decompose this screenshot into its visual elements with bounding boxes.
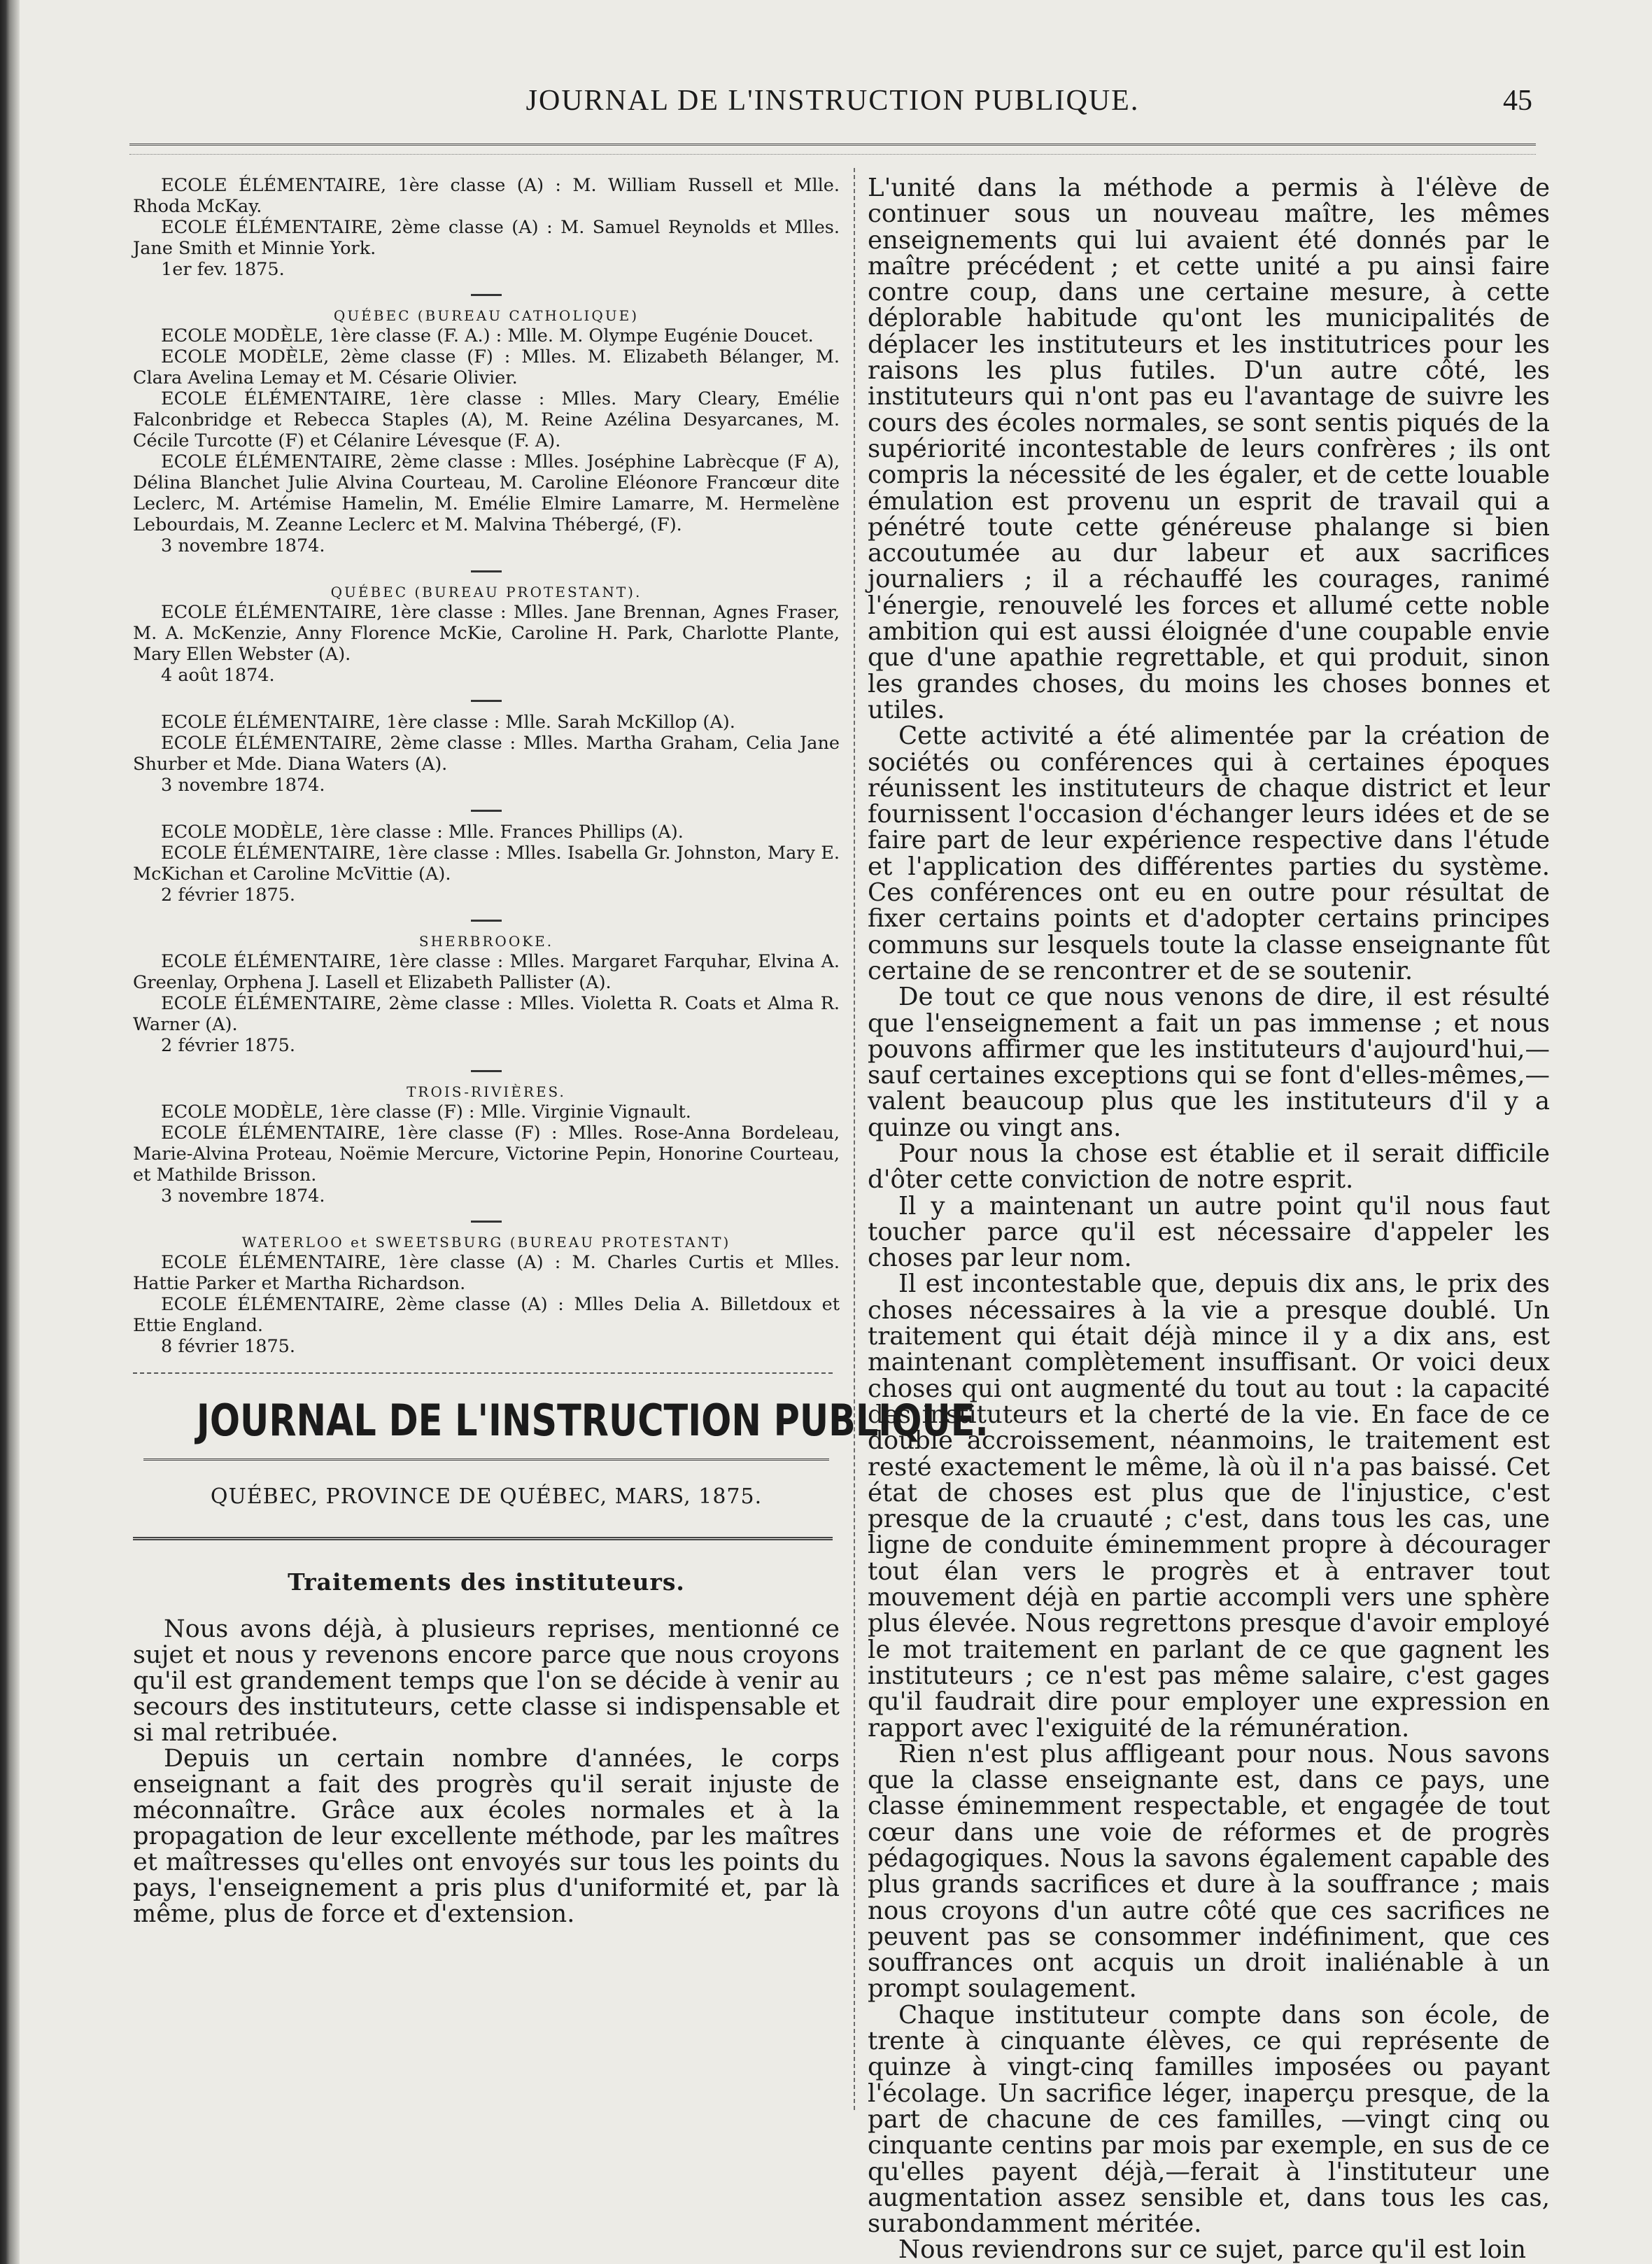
list-item: ECOLE MODÈLE, 1ère classe : Mlle. Frances Phillips (A).: [161, 822, 684, 843]
section-separator: [471, 570, 502, 572]
list-item: ECOLE ÉLÉMENTAIRE, 2ème classe : Mlles. Joséphine Labrècque (F A), Délina Blanchet Julie Alvina Courteau, M. Caroline Eléonore Francœur dite Leclerc, M. Artémise Hamelin, M. Emélie Elmire Lamarre, M. Hermelène Lebourdais, M. Zeanne Leclerc et M. Malvina Thébergé, (F).: [133, 451, 840, 535]
article-paragraph: Il y a maintenant un autre point qu'il nous faut toucher parce qu'il est nécessaire d'appeler les choses par leur nom.: [868, 1191, 1550, 1273]
journal-title: JOURNAL DE L'INSTRUCTION PUBLIQUE.: [196, 1395, 989, 1446]
section-separator: [471, 700, 502, 702]
section-protestant-2: [133, 712, 840, 796]
section-separator: [471, 1070, 502, 1072]
section-separator: [471, 810, 502, 812]
section-rule: [133, 1372, 833, 1374]
section-protestant-3: [133, 822, 840, 906]
list-item: ECOLE ÉLÉMENTAIRE, 1ère classe (A) : M. Charles Curtis et Mlles. Hattie Parker et Martha Richardson.: [133, 1252, 840, 1294]
entry-date: 2 février 1875.: [161, 885, 295, 906]
left-column: [133, 175, 989, 1928]
header-rule: [129, 143, 1536, 146]
entry-date: 3 novembre 1874.: [161, 535, 325, 556]
list-item: ECOLE ÉLÉMENTAIRE, 1ère classe : Mlles. Margaret Farquhar, Elvina A. Greenlay, Orphena J. Lasell et Elizabeth Pallister (A).: [133, 951, 840, 993]
region-heading: WATERLOO et SWEETSBURG (BUREAU PROTESTANT): [241, 1234, 731, 1251]
section-separator: [471, 294, 502, 296]
page-number: 45: [1503, 85, 1532, 117]
section-trois-rivieres: [133, 1082, 840, 1207]
article-paragraph: Rien n'est plus affligeant pour nous. Nous savons que la classe enseignante est, dans ce pays, une classe éminemment respectable, et engagée de tout cœur dans une voie de réformes et de progrès pédagogiques. Nous la savons également capable des plus grands sacrifices et dure à la souffrance ; mais nous croyons d'un autre côté que ces sacrifices ne peuvent pas se consommer indéfiniment, que ces souffrances ont acquis un droit inaliénable à un prompt soulagement.: [868, 1739, 1550, 2004]
list-item: ECOLE ÉLÉMENTAIRE, 2ème classe (A) : Mlles Delia A. Billetdoux et Ettie England.: [133, 1294, 840, 1336]
entry-date: 3 novembre 1874.: [161, 775, 325, 796]
article-paragraph: L'unité dans la méthode a permis à l'élève de continuer sous un nouveau maître, les mêmes enseignements qui lui avaient été donnés par le maître précédent ; et cette unité a pu ainsi faire contre coup, dans une certaine mesure, à cette déplorable habitude qu'ont les municipalités de déplacer les instituteurs et les institutrices pour les raisons les plus futiles. D'un autre côté, les instituteurs qui n'ont pas eu l'avantage de suivre les cours des écoles normales, se sont sentis piqués de la supériorité incontestable de leurs confrères ; ils ont compris la nécessité de les égaler, et de cette louable émulation est provenu un esprit de travail qui a pénétré toute cette généreuse phalange si bien accoutumée au dur labeur et aux sacrifices journaliers ; il a réchauffé les courages, ranimé l'énergie, renouvelé les forces et allumé cette noble ambition qui est aussi éloignée d'une coupable envie que d'une apathie regrettable, et qui produit, sinon les grandes choses, du moins les choses bonnes et utiles.: [868, 174, 1550, 724]
region-heading: TROIS-RIVIÈRES.: [407, 1083, 566, 1100]
section-sherbrooke: [133, 931, 840, 1056]
entry-date: 4 août 1874.: [161, 665, 275, 686]
article-title: Traitements des instituteurs.: [288, 1568, 685, 1596]
running-title: JOURNAL DE L'INSTRUCTION PUBLIQUE.: [525, 85, 1140, 117]
article-paragraph: Chaque instituteur compte dans son école, de trente à cinquante élèves, ce qui représente de quinze à vingt-cinq familles imposées ou payant l'écolage. Un sacrifice léger, inaperçu presque, de la part de chacune de ces familles, —vingt cinq ou cinquante centins par mois par exemple, en sus de ce qu'elles payent déjà,—ferait à l'instituteur une augmentation assez sensible et, dans tous les cas, surabondamment méritée.: [868, 2000, 1550, 2239]
intro-block: [133, 175, 840, 280]
right-column: [868, 175, 1550, 2263]
article-paragraph: Cette activité a été alimentée par la création de sociétés ou conférences qui à certaines époques réunissent les instituteurs de chaque district et leur fournissent l'occasion d'échanger leurs idées et de se faire part de leur expérience respective dans l'étude et l'application des différentes parties du système. Ces conférences ont eu en outre pour résultat de fixer certains points et d'adopter certains principes communs sur lesquels toute la classe enseignante fût certaine de se rencontrer et de se soutenir.: [868, 722, 1550, 985]
region-heading: SHERBROOKE.: [418, 933, 554, 950]
entry-date: 8 février 1875.: [161, 1336, 295, 1357]
section-waterloo: [133, 1232, 840, 1357]
running-head: [133, 84, 1532, 133]
section-separator: [471, 1221, 502, 1223]
entry-date: 2 février 1875.: [161, 1035, 295, 1056]
entry-date: 3 novembre 1874.: [161, 1186, 325, 1207]
list-item: ECOLE ÉLÉMENTAIRE, 1ère classe (F) : Mlles. Rose-Anna Bordeleau, Marie-Alvina Proteau, Noëmie Mercure, Victorine Pepin, Honorine Courteau, et Mathilde Brisson.: [133, 1123, 840, 1186]
article-paragraph: Pour nous la chose est établie et il serait difficile d'ôter cette conviction de notre esprit.: [868, 1139, 1550, 1195]
header-rule-dotted: [129, 154, 1536, 155]
list-item: ECOLE ÉLÉMENTAIRE, 1ère classe : Mlles. Mary Cleary, Emélie Falconbridge et Rebecca Staples (A), M. Reine Azélina Desyarcanes, M. Cécile Turcotte (F) et Célanire Lévesque (F. A).: [133, 388, 840, 451]
list-item: ECOLE MODÈLE, 1ère classe (F) : Mlle. Virginie Vignault.: [161, 1102, 691, 1123]
article-paragraph: Nous avons déjà, à plusieurs reprises, mentionné ce sujet et nous y revenons encore parce que nous croyons qu'il est grandement temps que l'on se décide à venir au secours des instituteurs, cette classe si indispensable et si mal retribuée.: [133, 1615, 840, 1747]
title-rule: [143, 1458, 829, 1461]
list-item: ECOLE ÉLÉMENTAIRE, 2ème classe : Mlles. Violetta R. Coats et Alma R. Warner (A).: [133, 993, 840, 1035]
article-paragraph: Il est incontestable que, depuis dix ans, le prix des choses nécessaires à la vie a presque doublé. Un traitement qui était déjà mince il y a dix ans, est maintenant complètement insuffisant. Or voici deux choses qui ont augmenté du tout au tout : la capacité des instituteurs et la cherté de la vie. En face de ce double accroissement, néanmoins, le traitement est resté exactement le même, là où il n'a pas baissé. Cet état de choses est plus que de l'injustice, c'est presque de la cruauté ; c'est, dans tous les cas, une ligne de conduite éminemment propre à décourager tout élan vers le progrès et à entraver tout mouvement déjà en partie accompli vers une sphère plus élevée. Nous regrettons presque d'avoir employé le mot traitement en parlant de ce que gagnent les instituteurs ; ce n'est pas même salaire, c'est gages qu'il faudrait dire pour employer une expression en rapport avec l'exiguité de la rémunération.: [868, 1270, 1550, 1743]
dateline: QUÉBEC, PROVINCE DE QUÉBEC, MARS, 1875.: [210, 1484, 763, 1509]
list-item: ECOLE MODÈLE, 2ème classe (F) : Mlles. M. Elizabeth Bélanger, M. Clara Avelina Lemay et M. Césarie Olivier.: [133, 346, 840, 388]
column-divider: [854, 168, 855, 2110]
list-item: ECOLE ÉLÉMENTAIRE, 2ème classe (A) : M. Samuel Reynolds et Mlles. Jane Smith et Minnie York.: [133, 217, 840, 259]
list-item: ECOLE ÉLÉMENTAIRE, 1ère classe : Mlles. Isabella Gr. Johnston, Mary E. McKichan et Caroline McVittie (A).: [133, 843, 840, 885]
region-heading: QUÉBEC (BUREAU PROTESTANT).: [330, 584, 642, 600]
list-item: ECOLE ÉLÉMENTAIRE, 1ère classe : Mlle. Sarah McKillop (A).: [161, 712, 735, 733]
list-item: ECOLE ÉLÉMENTAIRE, 2ème classe : Mlles. Martha Graham, Celia Jane Shurber et Mde. Diana Waters (A).: [133, 733, 840, 775]
section-quebec-catholique: [133, 306, 840, 556]
list-item: ECOLE ÉLÉMENTAIRE, 1ère classe (A) : M. William Russell et Mlle. Rhoda McKay.: [133, 175, 840, 217]
article-paragraph: Nous reviendrons sur ce sujet, parce qu'il est loin: [898, 2235, 1527, 2264]
list-item: ECOLE ÉLÉMENTAIRE, 1ère classe : Mlles. Jane Brennan, Agnes Fraser, M. A. McKenzie, Anny Florence McKie, Caroline H. Park, Charlotte Plante, Mary Ellen Webster (A).: [133, 602, 840, 665]
list-item: ECOLE MODÈLE, 1ère classe (F. A.) : Mlle. M. Olympe Eugénie Doucet.: [161, 325, 814, 346]
section-separator: [471, 920, 502, 922]
article-paragraph: Depuis un certain nombre d'années, le corps enseignant a fait des progrès qu'il serait injuste de méconnaître. Grâce aux écoles normales et à la propagation de leur excellente méthode, par les maîtres et maîtresses qu'elles ont envoyés sur tous les points du pays, l'enseignement a pris plus d'uniformité et, par là même, plus de force et d'extension.: [133, 1745, 840, 1928]
binding-edge: [0, 0, 20, 2264]
entry-date: 1er fev. 1875.: [161, 259, 285, 280]
region-heading: QUÉBEC (BUREAU CATHOLIQUE): [333, 307, 640, 324]
article-paragraph: De tout ce que nous venons de dire, il est résulté que l'enseignement a fait un pas immense ; et nous pouvons affirmer que les instituteurs d'aujourd'hui,—sauf certaines exceptions qui se font d'elles-mêmes,—valent beaucoup plus que les instituteurs d'il y a quinze ou vingt ans.: [868, 983, 1550, 1142]
section-quebec-protestant: [133, 582, 840, 686]
dateline-rule: [133, 1537, 833, 1540]
